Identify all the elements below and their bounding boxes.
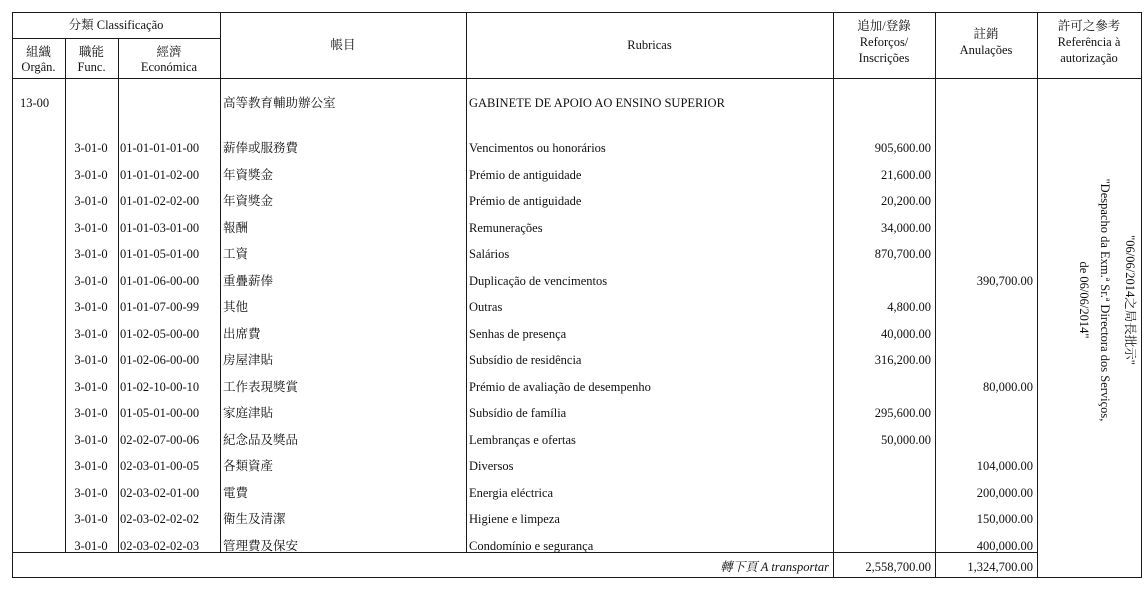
row-zh-label: 衛生及清潔 [223,512,286,526]
right-border [1141,12,1142,578]
row-econ-code: 01-01-06-00-00 [120,274,200,288]
row-reforco-amount: 316,200.00 [874,353,931,367]
row-func-code: 3-01-0 [74,406,108,420]
authorization-note-line-1: "06/06/2014之局長批示" [1123,235,1137,365]
table-bottom-border [12,577,1142,578]
row-reforco-amount: 34,000.00 [881,221,931,235]
row-econ-code: 01-02-10-00-10 [120,380,200,394]
row-zh-label: 管理費及保安 [223,539,299,553]
row-econ-code: 02-03-02-02-02 [120,512,200,526]
row-anulacao-amount: 400,000.00 [976,539,1033,553]
section-zh-name: 高等教育輔助辦公室 [223,96,336,110]
row-reforco-amount: 20,200.00 [881,194,931,208]
row-reforco-amount: 4,800.00 [887,300,931,314]
row-func-code: 3-01-0 [74,274,108,288]
header-func-zh: 職能 [78,45,104,59]
row-pt-label: Prémio de avaliação de desempenho [469,380,651,394]
header-organ-zh: 組織 [25,45,51,59]
row-pt-label: Prémio de antiguidade [469,194,582,208]
footer-label: 轉下頁 A transportar [720,560,829,574]
row-reforco-amount: 50,000.00 [881,433,931,447]
row-econ-code: 01-02-06-00-00 [120,353,200,367]
row-zh-label: 出席費 [223,327,261,341]
row-pt-label: Outras [469,300,503,314]
header-zh-item: 帳目 [330,38,356,52]
row-pt-label: Diversos [469,459,514,473]
header-referencia-pt1: Referência à [1057,35,1121,49]
row-reforco-amount: 905,600.00 [874,141,931,155]
header-anulacoes-zh: 註銷 [973,27,999,41]
header-bottom-line [12,78,1142,79]
row-func-code: 3-01-0 [74,512,108,526]
row-pt-label: Prémio de antiguidade [469,168,582,182]
row-anulacao-amount: 150,000.00 [976,512,1033,526]
col-divider-econ [220,12,221,553]
col-divider-pt [833,12,834,578]
row-zh-label: 房屋津貼 [223,353,274,367]
row-zh-label: 報酬 [223,221,249,235]
row-econ-code: 01-01-01-02-00 [120,168,200,182]
row-func-code: 3-01-0 [74,194,108,208]
header-anulacoes-pt: Anulações [959,43,1013,57]
header-econ-pt: Económica [140,60,198,74]
row-func-code: 3-01-0 [74,353,108,367]
left-border [12,12,13,578]
row-pt-label: Subsídio de família [469,406,567,420]
classification-subheader-line [12,38,220,39]
row-econ-code: 01-01-05-01-00 [120,247,200,261]
col-divider-func [118,38,119,553]
row-func-code: 3-01-0 [74,539,108,553]
row-reforco-amount: 21,600.00 [881,168,931,182]
row-anulacao-amount: 200,000.00 [976,486,1033,500]
header-econ-zh: 經濟 [156,45,182,59]
row-anulacao-amount: 80,000.00 [983,380,1033,394]
header-classification: 分類 Classificação [68,18,164,32]
row-zh-label: 家庭津貼 [223,406,274,420]
row-pt-label: Energia eléctrica [469,486,554,500]
footer-anul-total: 1,324,700.00 [967,560,1033,574]
row-func-code: 3-01-0 [74,459,108,473]
row-func-code: 3-01-0 [74,300,108,314]
col-divider-organ [65,38,66,553]
row-zh-label: 薪俸或服務費 [223,141,299,155]
col-divider-anul [1037,12,1038,578]
row-func-code: 3-01-0 [74,141,108,155]
row-pt-label: Vencimentos ou honorários [469,141,606,155]
row-func-code: 3-01-0 [74,380,108,394]
row-pt-label: Subsídio de residência [469,353,582,367]
row-zh-label: 紀念品及獎品 [223,433,299,447]
header-rubricas: Rubricas [627,38,672,52]
row-zh-label: 重疊薪俸 [223,274,274,288]
section-organ-code: 13-00 [20,96,50,110]
row-econ-code: 01-01-02-02-00 [120,194,200,208]
row-econ-code: 01-02-05-00-00 [120,327,200,341]
row-econ-code: 01-01-01-01-00 [120,141,200,155]
row-func-code: 3-01-0 [74,486,108,500]
row-reforco-amount: 40,000.00 [881,327,931,341]
row-func-code: 3-01-0 [74,168,108,182]
row-zh-label: 工作表現獎賞 [223,380,299,394]
authorization-note-line-3: de 06/06/2014" [1077,261,1091,339]
row-zh-label: 年資獎金 [223,168,274,182]
row-pt-label: Lembranças e ofertas [469,433,576,447]
row-func-code: 3-01-0 [74,221,108,235]
row-pt-label: Higiene e limpeza [469,512,560,526]
row-econ-code: 01-01-03-01-00 [120,221,200,235]
header-reforcos-zh: 追加/登錄 [857,19,911,33]
row-zh-label: 各類資產 [223,459,274,473]
authorization-note-line-2: "Despacho da Exm.ª Sr.ª Directora dos Serviços, [1098,178,1112,422]
table-top-border [12,12,1142,13]
header-referencia-pt2: autorização [1060,51,1118,65]
header-referencia-zh: 許可之參考 [1057,19,1121,33]
row-econ-code: 02-03-02-02-03 [120,539,200,553]
row-anulacao-amount: 104,000.00 [976,459,1033,473]
row-econ-code: 02-03-02-01-00 [120,486,200,500]
footer-ref-total: 2,558,700.00 [865,560,931,574]
row-pt-label: Senhas de presença [469,327,567,341]
row-reforco-amount: 870,700.00 [874,247,931,261]
col-divider-zh [466,12,467,553]
header-reforcos-pt2: Inscrições [858,51,910,65]
row-econ-code: 02-03-01-00-05 [120,459,200,473]
row-zh-label: 電費 [223,486,249,500]
header-organ-pt: Orgân. [21,60,56,74]
row-anulacao-amount: 390,700.00 [976,274,1033,288]
row-econ-code: 01-05-01-00-00 [120,406,200,420]
row-pt-label: Duplicação de vencimentos [469,274,608,288]
row-zh-label: 工資 [223,247,249,261]
row-econ-code: 01-01-07-00-99 [120,300,200,314]
row-func-code: 3-01-0 [74,247,108,261]
row-func-code: 3-01-0 [74,433,108,447]
row-pt-label: Salários [469,247,510,261]
row-zh-label: 其他 [223,300,249,314]
row-econ-code: 02-02-07-00-06 [120,433,200,447]
section-pt-name: GABINETE DE APOIO AO ENSINO SUPERIOR [469,96,725,110]
row-pt-label: Condomínio e segurança [469,539,594,553]
row-zh-label: 年資獎金 [223,194,274,208]
row-pt-label: Remunerações [469,221,543,235]
header-func-pt: Func. [77,60,106,74]
row-reforco-amount: 295,600.00 [874,406,931,420]
row-func-code: 3-01-0 [74,327,108,341]
header-reforcos-pt1: Reforços/ [859,35,909,49]
